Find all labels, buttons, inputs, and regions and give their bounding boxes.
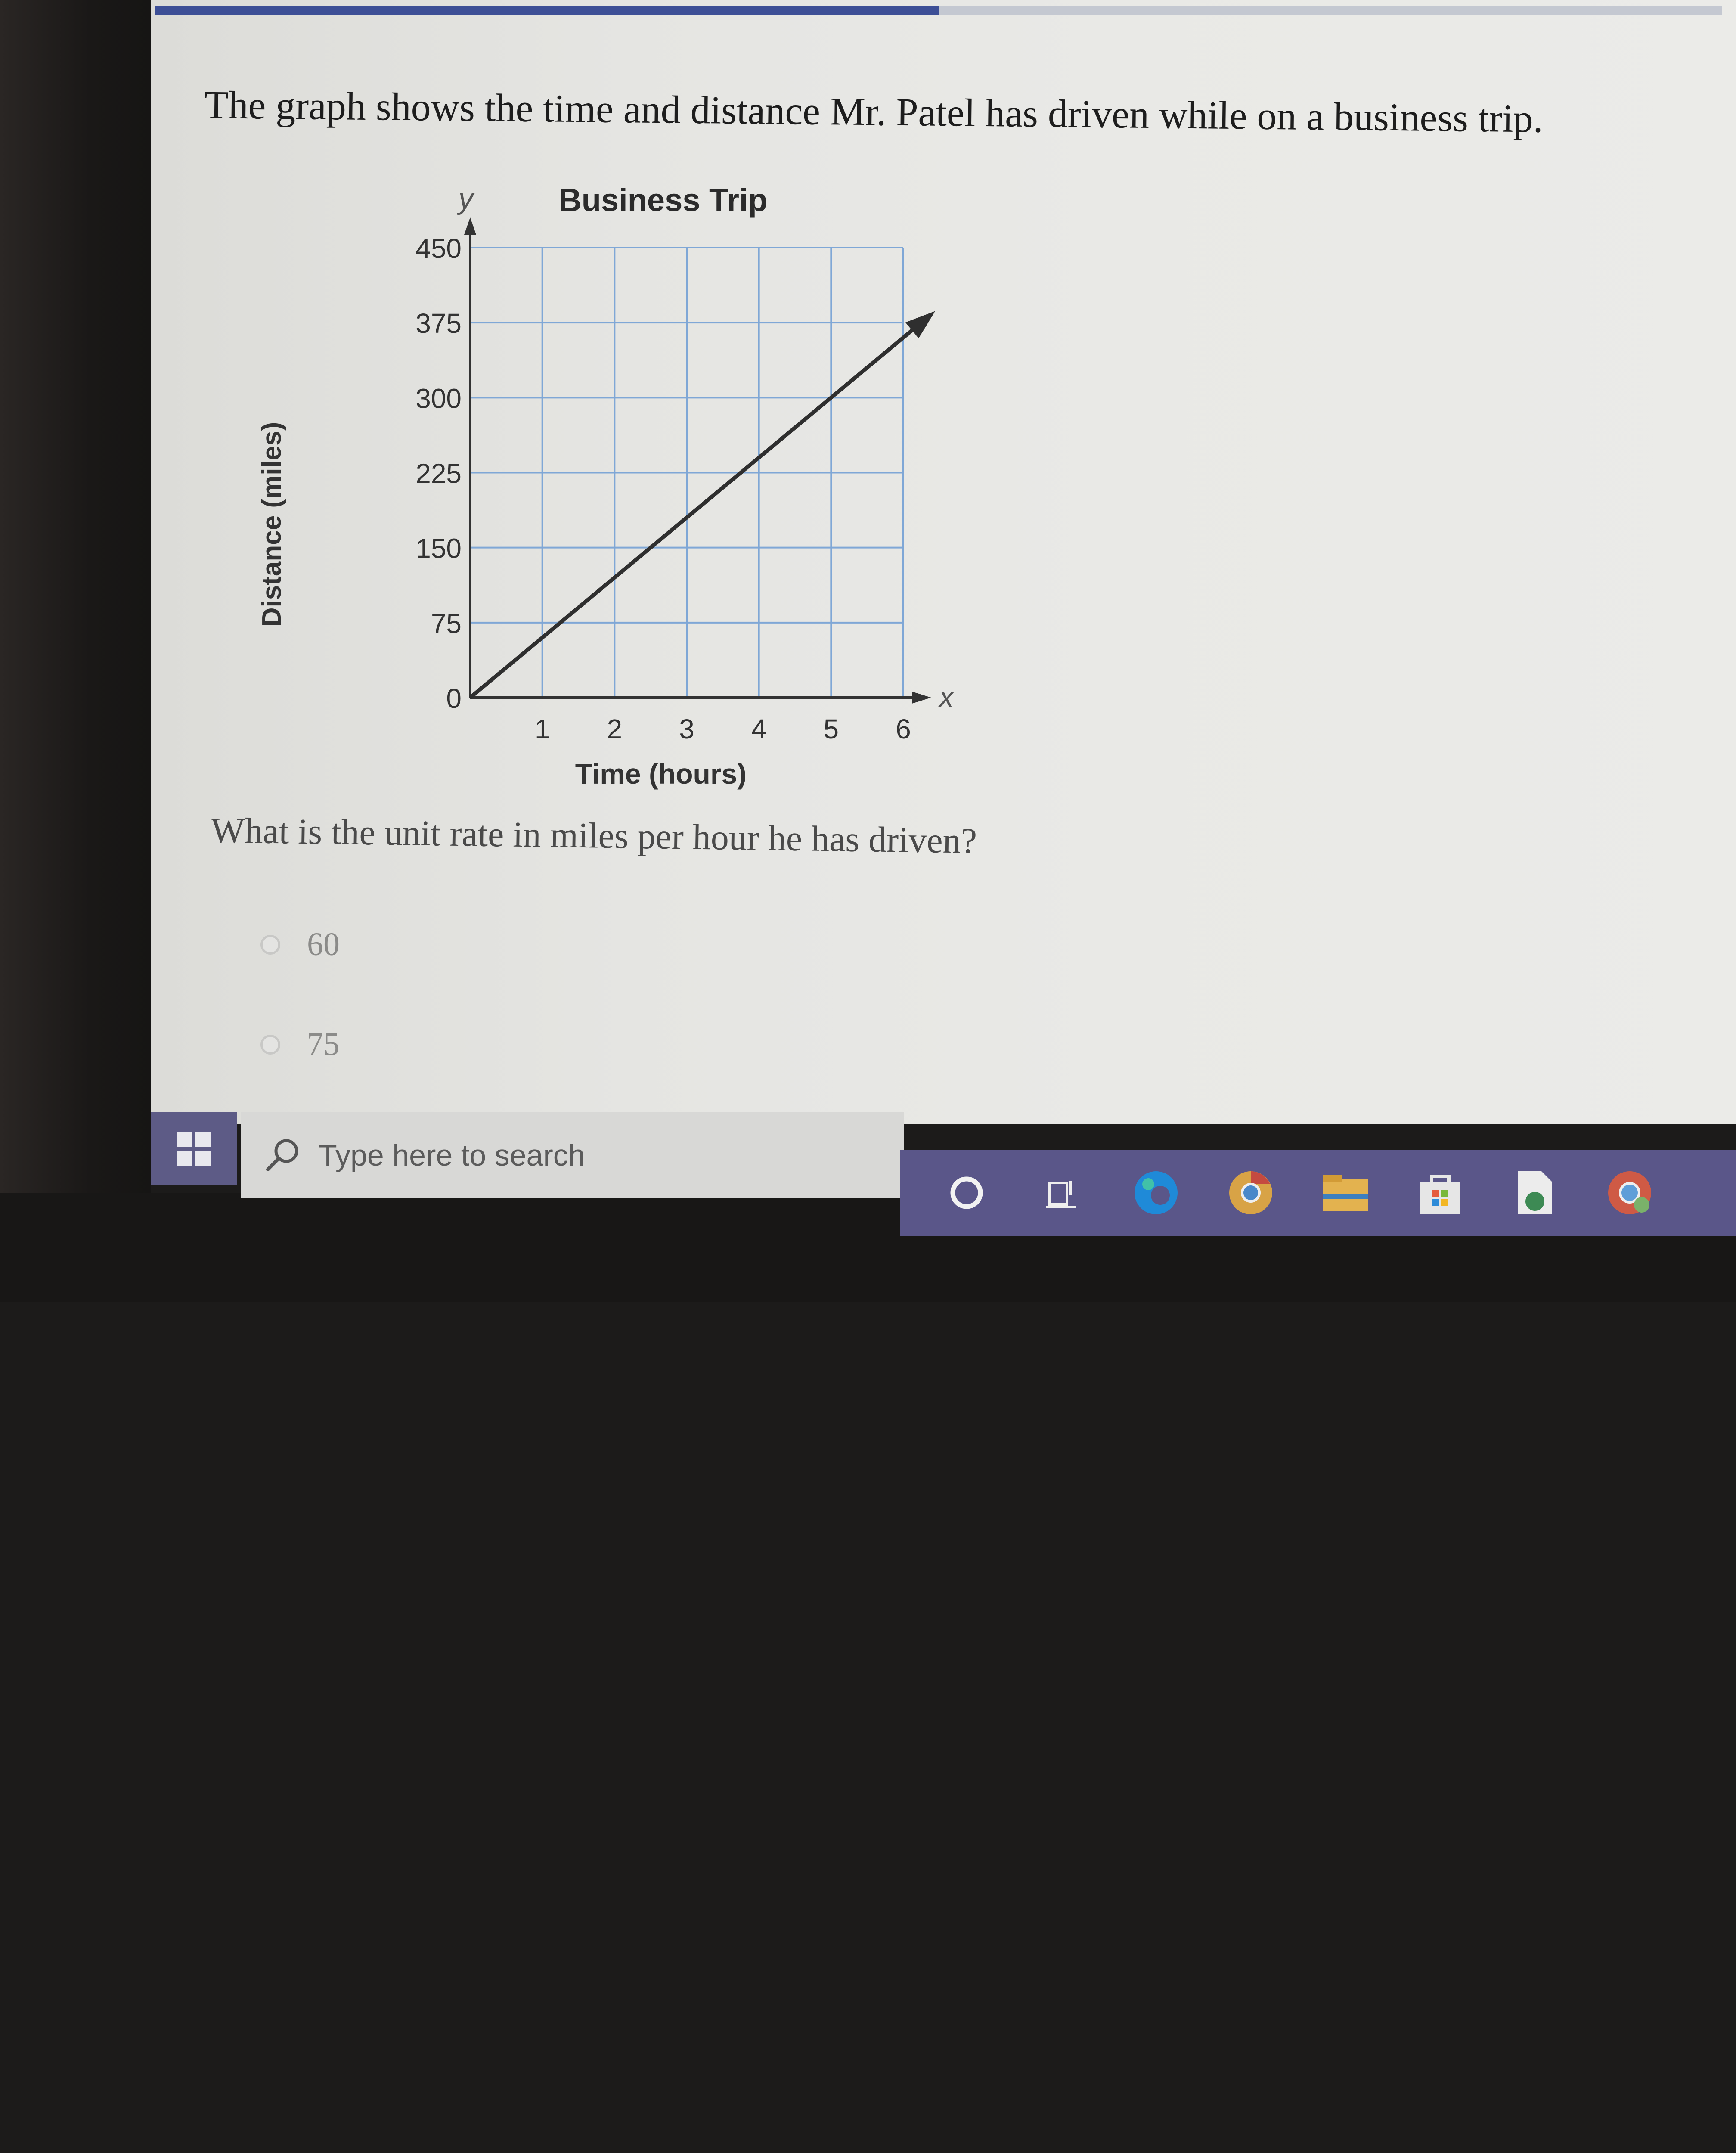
x-tick-label: 4 xyxy=(751,714,767,745)
unit-rate-prompt: What is the unit rate in miles per hour he has driven? xyxy=(210,810,977,861)
y-tick-label: 375 xyxy=(415,308,462,339)
y-tick-label: 75 xyxy=(431,608,462,639)
y-tick-label: 150 xyxy=(415,533,462,564)
monitor-bezel-left xyxy=(0,0,151,1302)
store-icon[interactable] xyxy=(1412,1165,1468,1221)
y-axis-letter: y xyxy=(459,183,473,215)
y-axis-title: Distance (miles) xyxy=(257,422,287,627)
cortana-icon[interactable] xyxy=(939,1165,995,1221)
question-text: The graph shows the time and distance Mr. Patel has driven while on a business trip. xyxy=(204,82,1544,141)
y-axis-arrow xyxy=(464,217,476,235)
task-view-icon[interactable] xyxy=(1033,1165,1089,1221)
chart-title: Business Trip xyxy=(558,182,768,218)
edge-icon[interactable] xyxy=(1128,1165,1184,1221)
answer-label-60: 60 xyxy=(307,926,340,962)
x-axis-letter: x xyxy=(939,681,954,714)
taskbar-apps xyxy=(900,1150,1736,1236)
x-tick-label: 3 xyxy=(679,714,694,745)
x-tick-label: 2 xyxy=(607,714,623,745)
radio-button-60[interactable] xyxy=(260,935,280,955)
x-axis-title: Time (hours) xyxy=(575,758,747,790)
progress-bar xyxy=(155,6,1722,15)
taskbar-search-box[interactable] xyxy=(241,1112,904,1198)
y-tick-label: 0 xyxy=(446,683,462,714)
answer-option-75[interactable] xyxy=(260,1026,340,1063)
business-trip-chart xyxy=(202,172,954,792)
x-tick-label: 5 xyxy=(823,714,839,745)
search-placeholder: Type here to search xyxy=(319,1139,585,1172)
x-tick-label: 6 xyxy=(896,714,911,745)
chart-series xyxy=(470,311,935,698)
windows-logo-icon xyxy=(177,1132,211,1166)
search-icon xyxy=(263,1136,301,1175)
answer-option-60[interactable] xyxy=(260,926,340,963)
radio-button-75[interactable] xyxy=(260,1035,280,1055)
chart-grid xyxy=(470,248,903,698)
progress-bar-fill xyxy=(155,6,939,15)
y-tick-label: 300 xyxy=(415,383,462,414)
x-tick-label: 1 xyxy=(534,714,550,745)
y-tick-label: 225 xyxy=(415,458,462,489)
chrome-profile-icon[interactable] xyxy=(1602,1165,1658,1221)
x-axis-arrow xyxy=(912,692,931,704)
y-tick-label: 450 xyxy=(415,233,462,264)
chart-axes xyxy=(464,217,931,704)
chrome-icon[interactable] xyxy=(1223,1165,1279,1221)
file-explorer-icon[interactable] xyxy=(1318,1165,1373,1221)
files-icon[interactable] xyxy=(1507,1165,1563,1221)
quiz-screen xyxy=(151,0,1736,1124)
answer-label-75: 75 xyxy=(307,1026,340,1062)
start-button[interactable] xyxy=(151,1112,237,1185)
